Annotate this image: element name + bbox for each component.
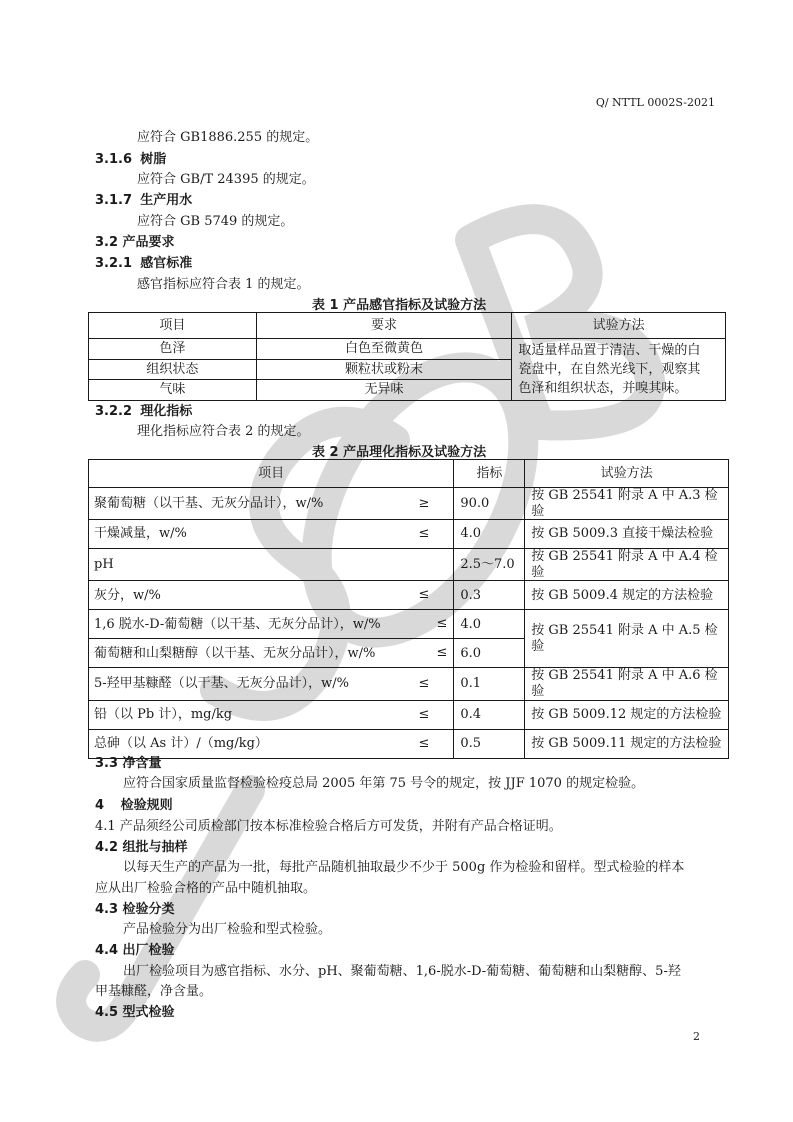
table-header-row [89, 313, 726, 339]
table-cell: 组织状态 [89, 359, 257, 380]
table-cell-item [89, 520, 454, 549]
table-header-cell: 指标 [454, 460, 525, 488]
table-cell-item [89, 610, 454, 639]
table-row [89, 668, 729, 700]
table2 [88, 459, 729, 759]
table-cell-method: 按 GB 5009.3 直接干燥法检验 [525, 520, 729, 549]
text-line: 以每天生产的产品为一批，每批产品随机抽取最少不少于 500g 作为检验和留样。型式检验的样本 [123, 860, 685, 875]
item-label: 5-羟甲基糠醛（以干基、无灰分品计），w/% [94, 676, 350, 692]
table-cell-item [89, 549, 454, 581]
section-heading-3-2-2 [95, 400, 192, 419]
table-cell-item [89, 639, 454, 668]
text-line: 出厂检验项目为感官指标、水分、pH、聚葡萄糖、1,6-脱水-D-葡萄糖、葡萄糖和山梨糖醇、5-羟 [123, 964, 681, 979]
table-cell-method: 按 GB 5009.12 规定的方法检验 [525, 700, 729, 729]
table-cell-method: 按 GB 5009.4 规定的方法检验 [525, 581, 729, 610]
section-heading-4 [95, 794, 173, 813]
item-label: 干燥减量，w/% [94, 526, 187, 542]
table-cell-value: 6.0 [454, 639, 525, 668]
table-cell: 颗粒状或粉末 [256, 359, 512, 380]
section-heading-3-2: 3.2 产品要求 [95, 235, 175, 250]
table-header-cell: 项目 [89, 460, 454, 488]
item-label: 铅（以 Pb 计），mg/kg [94, 706, 233, 722]
table1 [88, 312, 726, 401]
table-cell-method: 按 GB 5009.11 规定的方法检验 [525, 729, 729, 758]
text-line: 感官指标应符合表 1 的规定。 [137, 277, 310, 292]
table-row [89, 729, 729, 758]
section-heading-3-2-1 [95, 252, 192, 271]
method-line: 瓷盘中，在自然光线下，观察其 [518, 362, 701, 377]
table-row [89, 610, 729, 639]
table-row [89, 700, 729, 729]
table-cell-item [89, 668, 454, 700]
item-label: 总砷（以 As 计）/（mg/kg） [94, 735, 268, 751]
table-row [89, 339, 726, 360]
section-heading-3-1-7 [95, 189, 192, 208]
method-line: 取适量样品置于清洁、干燥的白 [518, 343, 701, 358]
table-cell-value: 0.3 [454, 581, 525, 610]
text-line: 应符合国家质量监督检验检疫总局 2005 年第 75 号令的规定，按 JJF 1070 的规定检验。 [123, 776, 645, 791]
table-cell-value: 2.5～7.0 [454, 549, 525, 581]
item-label: pH [94, 556, 114, 572]
table-cell-method: 按 GB 25541 附录 A 中 A.6 检验 [525, 668, 729, 700]
table-row [89, 581, 729, 610]
section-number: 3.2.2 [95, 404, 133, 419]
text-line: 4.1 产品须经公司质检部门按本标准检验合格后方可发货，并附有产品合格证明。 [95, 819, 562, 834]
table-cell-value: 4.0 [454, 520, 525, 549]
section-number: 3.2.1 [95, 256, 133, 271]
section-number: 4 [95, 798, 105, 813]
table-header-cell: 要求 [256, 313, 512, 339]
page-number: 2 [693, 1030, 700, 1043]
item-label: 葡萄糖和山梨糖醇（以干基、无灰分品计），w/% [94, 645, 376, 661]
table-cell-value: 0.5 [454, 729, 525, 758]
table-cell-method: 按 GB 25541 附录 A 中 A.4 检验 [525, 549, 729, 581]
table-cell-value: 90.0 [454, 488, 525, 520]
table-header-row [89, 460, 729, 488]
section-number: 3.1.7 [95, 193, 133, 208]
section-title: 树脂 [140, 152, 167, 167]
item-label: 1,6 脱水-D-葡萄糖（以干基、无灰分品计），w/% [94, 616, 381, 632]
comparison-symbol: ≤ [418, 526, 430, 542]
table-cell-item [89, 581, 454, 610]
section-title: 检验规则 [120, 798, 173, 813]
comparison-symbol: ≤ [436, 645, 448, 661]
item-label: 聚葡萄糖（以干基、无灰分品计），w/% [94, 495, 324, 511]
table-cell: 无异味 [256, 380, 512, 401]
table-row [89, 549, 729, 581]
table2-caption: 表 2 产品理化指标及试验方法 [312, 445, 487, 460]
table-cell: 白色至微黄色 [256, 339, 512, 360]
comparison-symbol: ≤ [418, 587, 430, 603]
section-heading-4-5: 4.5 型式检验 [95, 1005, 175, 1020]
table-row [89, 520, 729, 549]
comparison-symbol: ≤ [418, 676, 430, 692]
table-cell: 气味 [89, 380, 257, 401]
text-line: 应从出厂检验合格的产品中随机抽取。 [95, 881, 317, 896]
section-title: 理化指标 [140, 404, 193, 419]
table-cell-method [512, 339, 726, 401]
comparison-symbol: ≤ [418, 706, 430, 722]
table-cell-item [89, 700, 454, 729]
table-cell-item [89, 488, 454, 520]
section-title: 生产用水 [140, 193, 193, 208]
section-heading-4-4: 4.4 出厂检验 [95, 943, 175, 958]
text-line: 产品检验分为出厂检验和型式检验。 [123, 922, 332, 937]
comparison-symbol: ≥ [418, 495, 430, 511]
section-heading-4-3: 4.3 检验分类 [95, 902, 175, 917]
comparison-symbol: ≤ [436, 616, 448, 632]
text-line: 理化指标应符合表 2 的规定。 [137, 424, 310, 439]
text-line: 应符合 GB 5749 的规定。 [137, 214, 294, 229]
section-heading-4-2: 4.2 组批与抽样 [95, 840, 188, 855]
table-cell-method: 按 GB 25541 附录 A 中 A.5 检验 [525, 610, 729, 668]
table-cell-value: 4.0 [454, 610, 525, 639]
item-label: 灰分，w/% [94, 587, 161, 603]
table-header-cell: 试验方法 [512, 313, 726, 339]
section-heading-3-3: 3.3 净含量 [95, 756, 162, 771]
table-cell-value: 0.1 [454, 668, 525, 700]
comparison-symbol: ≤ [418, 735, 430, 751]
table-cell: 色泽 [89, 339, 257, 360]
table-cell-method: 按 GB 25541 附录 A 中 A.3 检验 [525, 488, 729, 520]
text-line: 应符合 GB1886.255 的规定。 [137, 130, 319, 145]
table-header-cell: 试验方法 [525, 460, 729, 488]
method-line: 色泽和组织状态，并嗅其味。 [518, 381, 688, 396]
table-row [89, 488, 729, 520]
section-heading-3-1-6 [95, 148, 166, 167]
table-header-cell: 项目 [89, 313, 257, 339]
text-line: 甲基糠醛，净含量。 [95, 984, 213, 999]
doc-code: Q/ NTTL 0002S-2021 [595, 96, 715, 109]
text-line: 应符合 GB/T 24395 的规定。 [137, 172, 315, 187]
table-cell-value: 0.4 [454, 700, 525, 729]
table1-caption: 表 1 产品感官指标及试验方法 [312, 298, 487, 313]
section-title: 感官标准 [140, 256, 193, 271]
section-number: 3.1.6 [95, 152, 133, 167]
